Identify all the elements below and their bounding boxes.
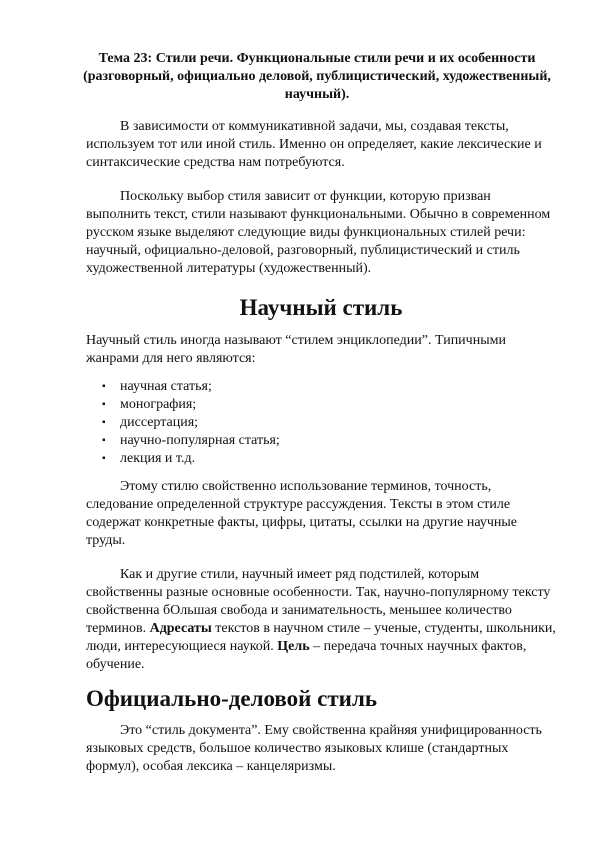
science-paragraph-2 [86,566,556,674]
list-item [102,450,556,468]
section-heading-official: Официально-деловой стиль [86,686,378,711]
bullet-icon: ▪ [102,399,106,410]
list-item-text: научно-популярная статья; [120,433,280,448]
text-run: – передача точных научных фактов, обучение. [86,639,527,672]
science-lead-paragraph: Научный стиль иногда называют “стилем энциклопедии”. Типичными жанрами для него являются: [86,333,506,366]
text-run: текстов в научном стиле – ученые, студенты, школьники, люди, интересующиеся наукой. [86,621,556,654]
list-item [102,432,556,450]
list-item-text: научная статья; [120,379,212,394]
bullet-icon: ▪ [102,417,106,428]
document-title: Тема 23: Стили речи. Функциональные стили речи и их особенности (разговорный, официально деловой, публицистический, художественный, научный). [83,51,551,102]
list-item-text: лекция и т.д. [120,451,196,466]
bold-term-addressees: Адресаты [149,621,212,636]
bold-term-goal: Цель [277,639,310,654]
list-item [102,396,556,414]
science-genre-list [86,378,556,468]
text-run: Как и другие стили, научный имеет ряд подстилей, которым свойственны разные основные особенности. Так, научно-популярному тексту свойственна бОльшая свобода и занимательность, меньшее количество терминов. [86,567,551,636]
bullet-icon: ▪ [102,453,106,464]
science-paragraph-1: Этому стилю свойственно использование терминов, точность, следование определенной структуре рассуждения. Тексты в этом стиле содержат конкретные факты, цифры, цитаты, ссылки на другие научные труды. [86,479,518,548]
list-item-text: монография; [120,397,197,412]
list-item-text: диссертация; [120,415,199,430]
official-paragraph-1: Это “стиль документа”. Ему свойственна крайняя унифицированность языковых средств, большое количество языковых клише (стандартных формул), особая лексика – канцеляризмы. [86,723,542,774]
intro-paragraph-1: В зависимости от коммуникативной задачи, мы, создавая тексты, используем тот или иной стиль. Именно он определяет, какие лексические и синтаксические средства нам потребуются. [86,119,542,170]
list-item [102,414,556,432]
section-heading-science: Научный стиль [239,295,403,320]
intro-paragraph-2: Поскольку выбор стиля зависит от функции, которую призван выполнить текст, стили называют функциональными. Обычно в современном русском языке выделяют следующие виды функциональных стилей речи: научный, официально-деловой, разговорный, публицистический и стиль художественной литературы (художественный). [86,189,551,276]
bullet-icon: ▪ [102,435,106,446]
list-item [102,378,556,396]
bullet-icon: ▪ [102,381,106,392]
